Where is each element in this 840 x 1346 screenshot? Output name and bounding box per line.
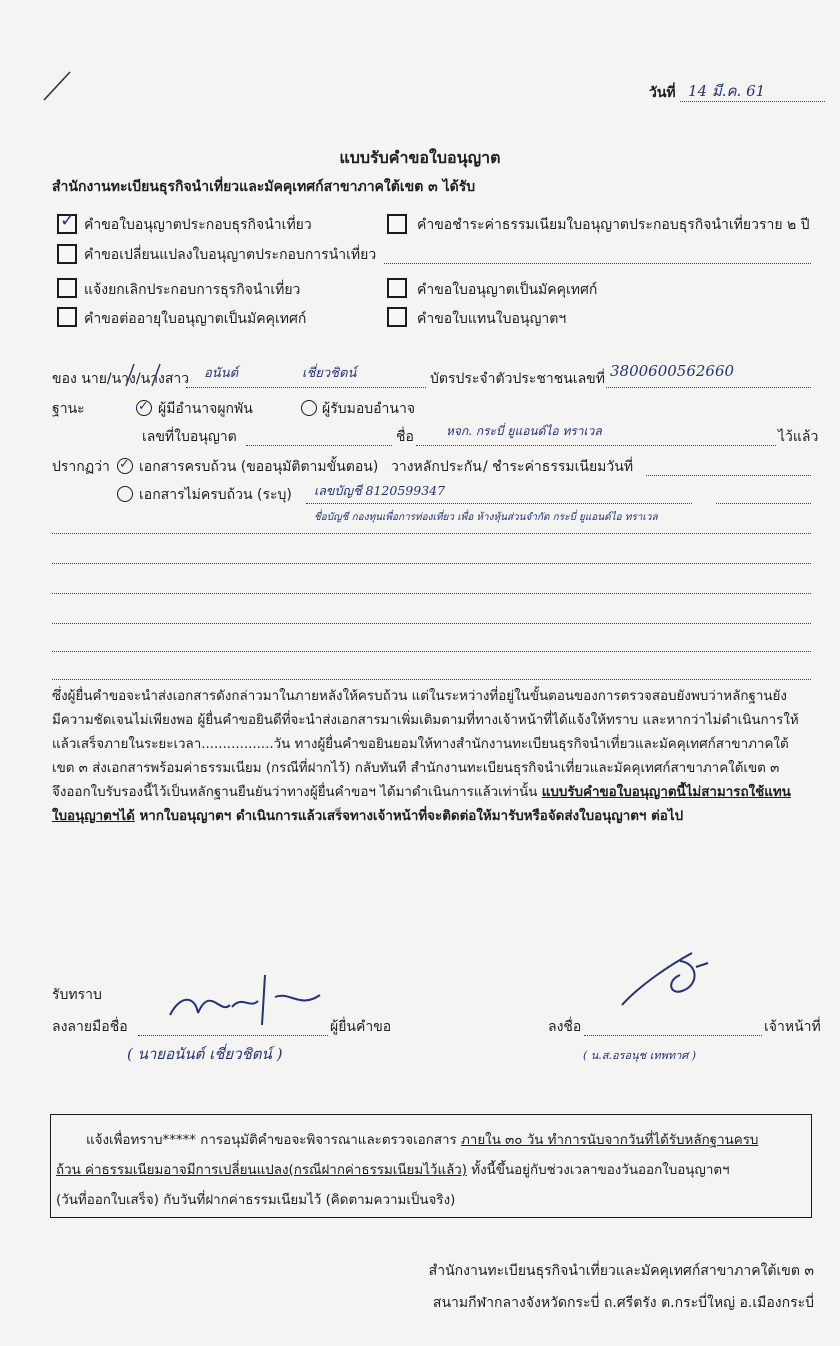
body-line-3: แล้วเสร็จภายในระยะเวลา.................วัน ทางผู้ยื่นคำขอยินยอมให้ทางสำนักงานทะเบียนธุรกิจนำเที่ยวและมัคคุเทศก์สาขาภาคใต้ [52, 737, 789, 752]
request-label-1: คำขอใบอนุญาตประกอบธุรกิจนำเที่ยว [84, 217, 312, 233]
applicant-name-label: ของ นาย/นาง/นางสาว [52, 371, 190, 387]
form-title: แบบรับคำขอใบอนุญาต [339, 148, 501, 167]
company-name-label: ชื่อ [396, 429, 414, 445]
status-label: ฐานะ [52, 401, 85, 417]
checkbox-guide-renewal[interactable] [57, 307, 77, 327]
applicant-role: ผู้ยื่นคำขอ [330, 1019, 392, 1035]
officer-sign-label: ลงชื่อ [548, 1019, 582, 1035]
notice-underline-1: ภายใน ๓๐ วัน ทำการนับจากวันที่ได้รับหลักฐานครบ [460, 1133, 759, 1148]
checkbox-guide-license[interactable] [387, 278, 407, 298]
id-card-line [606, 386, 811, 388]
body-line-2: มีความชัดเจนไม่เพียงพอ ผู้ยื่นคำขอยินดีที่จะนำส่งเอกสารมาเพิ่มเติมตามที่ทางเจ้าหน้าที่ได้แจ้งให้ทราบ และหากว่าไม่ดำเนินการให้ [52, 713, 799, 728]
footer-address: สนามกีฬากลางจังหวัดกระบี่ ถ.ศรีตรัง ต.กระบี่ใหญ่ อ.เมืองกระบี่ [432, 1295, 814, 1311]
footer-office: สำนักงานทะเบียนธุรกิจนำเที่ยวและมัคคุเทศก์สาขาภาคใต้เขต ๓ [428, 1263, 814, 1279]
body-line-5-text: จึงออกใบรับรองนี้ไว้เป็นหลักฐานยืนยันว่าทางผู้ยื่นคำขอฯ ได้มาดำเนินการแล้วเท่านั้น [52, 785, 538, 800]
checkmark-icon: ✓ [60, 210, 76, 231]
checkbox-cancel-business[interactable] [57, 278, 77, 298]
applicant-last-name[interactable]: เชี่ยวชิตน์ [302, 366, 357, 381]
checkmark-icon: ✓ [119, 457, 130, 472]
radio-docs-incomplete[interactable] [117, 486, 133, 502]
applicant-name-line [186, 386, 426, 388]
applicant-signature[interactable] [150, 965, 330, 1035]
fee-paid-label: / ชำระค่าธรรมเนียมวันที่ [483, 459, 634, 475]
incomplete-line-1b [716, 502, 811, 504]
applicant-sign-label: ลงลายมือชื่อ [52, 1019, 128, 1035]
request-label-5: คำขอใบอนุญาตเป็นมัคคุเทศก์ [417, 282, 598, 298]
date-value[interactable]: 14 มี.ค. 61 [688, 82, 766, 100]
officer-sign-line [584, 1034, 762, 1036]
checkbox-license-replacement[interactable] [387, 307, 407, 327]
form-subtitle: สำนักงานทะเบียนธุรกิจนำเที่ยวและมัคคุเทศก์สาขาภาคใต้เขต ๓ ได้รับ [52, 179, 476, 195]
body-line-1: ซึ่งผู้ยื่นคำขอจะนำส่งเอกสารดังกล่าวมาในภายหลังให้ครบถ้วน แต่ในระหว่างที่อยู่ในขั้นตอนของการตรวจสอบยังพบว่าหลักฐานยัง [52, 689, 787, 704]
delegate-label: ผู้รับมอบอำนาจ [322, 401, 416, 417]
body-bold-warning: แบบรับคำขอใบอนุญาตนี้ไม่สามารถใช้แทน [541, 785, 791, 800]
notice-underline-2: ถ้วน ค่าธรรมเนียมอาจมีการเปลี่ยนแปลง(กรณีฝากค่าธรรมเนียมไว้แล้ว) [56, 1163, 468, 1178]
notice-line-3: (วันที่ออกใบเสร็จ) กับวันที่ฝากค่าธรรมเนียมไว้ (คิดตามความเป็นจริง) [56, 1193, 456, 1208]
notice-prefix: แจ้งเพื่อทราบ***** การอนุมัติคำขอจะพิจารณาและตรวจเอกสาร [86, 1133, 461, 1148]
license-number-line [246, 444, 392, 446]
body-line-4: เขต ๓ ส่งเอกสารพร้อมค่าธรรมเนียม (กรณีที่ฝากไว้) กลับทันที สำนักงานทะเบียนธุรกิจนำเที่ยวและมัคคุเทศก์สาขาภาคใต้เขต ๓ [52, 761, 780, 776]
body-line-5 [52, 782, 791, 803]
note-line-7-rule [52, 678, 811, 680]
authorized-label: ผู้มีอำนาจผูกพัน [158, 401, 253, 417]
body-last: หากใบอนุญาตฯ ดำเนินการแล้วเสร็จทางเจ้าหน้าที่จะติดต่อให้มารับหรือจัดส่งใบอนุญาตฯ ต่อไป [134, 809, 684, 824]
company-name-value[interactable]: หจก. กระบี่ ยูแอนด์ไอ ทราเวล [446, 424, 602, 438]
docs-incomplete-label: เอกสารไม่ครบถ้วน (ระบุ) [139, 487, 292, 503]
registered-suffix: ไว้แล้ว [778, 429, 819, 445]
checkbox-fee-payment[interactable] [387, 214, 407, 234]
company-name-line [416, 444, 776, 446]
checkbox-license-change[interactable] [57, 244, 77, 264]
note-line-4-rule [52, 592, 811, 594]
note-line-5-rule [52, 622, 811, 624]
fee-date-line [646, 474, 811, 476]
radio-delegate[interactable] [301, 400, 317, 416]
date-label: วันที่ [649, 85, 676, 101]
request-label-3: คำขอเปลี่ยนแปลงใบอนุญาตประกอบการนำเที่ยว [84, 247, 377, 263]
request-label-7: คำขอใบแทนใบอนุญาตฯ [417, 311, 567, 327]
note-line-3-rule [52, 562, 811, 564]
note-line-2[interactable]: ชื่อบัญชี กองทุนเพื่อการท่องเที่ยว เพื่อ ห้างหุ้นส่วนจำกัด กระบี่ ยูแอนด์ไอ ทราเวล [314, 512, 658, 523]
corner-slash-mark [40, 66, 80, 106]
applicant-printed-name[interactable]: ( นายอนันต์ เชี่ยวชิตน์ ) [127, 1045, 283, 1063]
request-label-4: แจ้งยกเลิกประกอบการธุรกิจนำเที่ยว [84, 282, 301, 298]
checkbox-tour-business-license[interactable] [57, 210, 77, 234]
notice-line-1 [86, 1130, 758, 1151]
radio-docs-complete[interactable] [117, 458, 133, 474]
body-bold-warning-2: ใบอนุญาตฯได้ [52, 809, 135, 824]
notice-mid: ทั้งนี้ขึ้นอยู่กับช่วงเวลาของวันออกใบอนุญาตฯ [467, 1163, 730, 1178]
officer-printed-name[interactable]: ( น.ส.อรอนุช เทพทาศ ) [583, 1049, 697, 1062]
applicant-first-name[interactable]: อนันต์ [204, 366, 239, 381]
request-label-6: คำขอต่ออายุใบอนุญาตเป็นมัคคุเทศก์ [84, 311, 307, 327]
checkmark-icon: ✓ [138, 399, 149, 414]
request-label-2: คำขอชำระค่าธรรมเนียมใบอนุญาตประกอบธุรกิจนำเที่ยวราย ๒ ปี [417, 217, 810, 233]
id-card-value[interactable]: 3800600562660 [610, 362, 735, 380]
change-detail-line [384, 262, 811, 264]
license-number-label: เลขที่ใบอนุญาต [142, 429, 237, 445]
acknowledge-label: รับทราบ [52, 987, 102, 1003]
strike-mark-icon [108, 360, 188, 388]
body-line-6 [52, 806, 683, 827]
incomplete-line-1 [306, 502, 692, 504]
id-card-label: บัตรประจำตัวประชาชนเลขที่ [430, 371, 605, 387]
guarantee-label: วางหลักประกัน [391, 459, 482, 475]
notice-line-2 [56, 1160, 730, 1181]
note-line-2-rule [52, 532, 811, 534]
officer-role: เจ้าหน้าที่ [764, 1019, 821, 1035]
appears-label: ปรากฏว่า [52, 459, 110, 475]
officer-signature[interactable] [610, 945, 720, 1015]
radio-authorized[interactable] [136, 400, 152, 416]
docs-complete-label: เอกสารครบถ้วน (ขออนุมัติตามขั้นตอน) [139, 459, 379, 475]
note-line-1[interactable]: เลขบัญชี 8120599347 [314, 483, 446, 498]
note-line-6-rule [52, 650, 811, 652]
